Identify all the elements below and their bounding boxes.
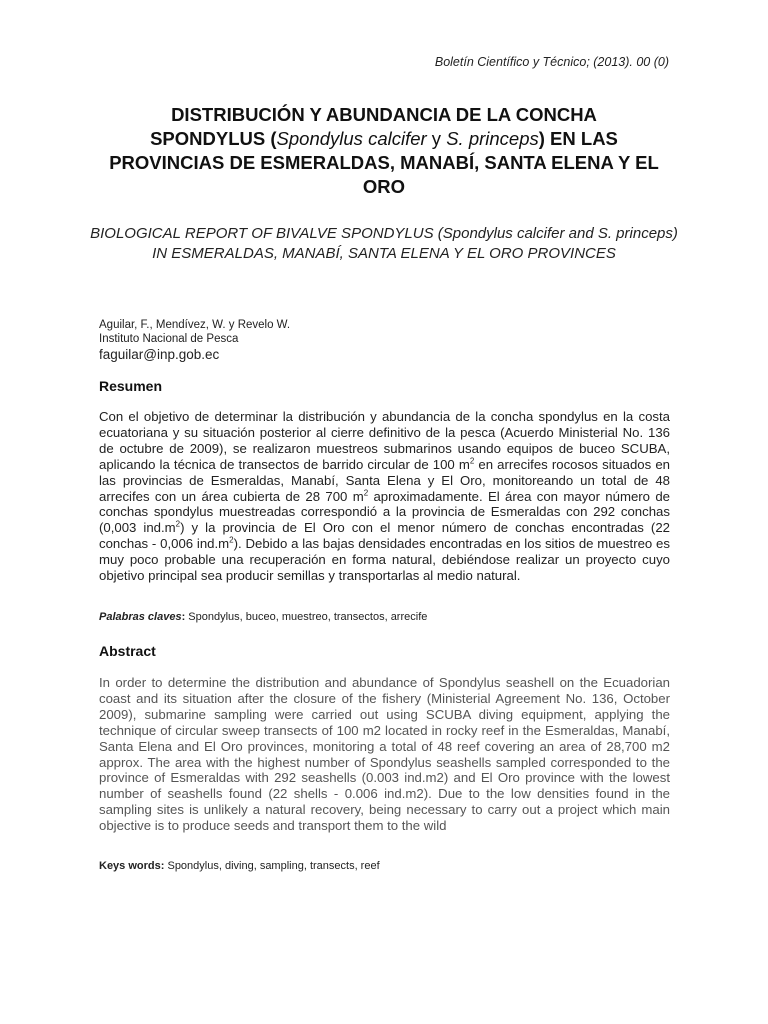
title-part-b: ) EN LAS PROVINCIAS DE ESMERALDAS, MANABÍ, SANTA ELENA Y EL ORO [109,128,659,197]
abstract-heading: Abstract [99,643,156,659]
resumen-heading: Resumen [99,378,163,394]
superscript: 2 [175,519,181,529]
abstract-paragraph: In order to determine the distribution and abundance of Spondylus seashell on the Ecuadorian coast and its situation after the closure of the fishery (Ministerial Agreement No. 136, October 2009), submarine sampling were carried out using SCUBA diving equipment, applying the technique of circular sweep transects of 100 m2 located in rocky reef in the Esmeraldas, Manabí, Santa Elena and El Oro provinces, monitoring a total of 48 reef covering an area of 28,700 m2 approx. The area with the highest number of Spondylus seashells sampled corresponded to the province of Esmeraldas with 292 seashells (0.003 ind.m2) and El Oro province with the lowest number of seashells found (22 shells - 0.006 ind.m2). Due to the low densities found in the sampling sites is unlikely a natural recovery, being necessary to carry out a project which main objective is to produce seeds and transport them to the wild [99,675,670,834]
author-block [99,318,290,363]
journal-header: Boletín Científico y Técnico; (2013). 00 (0) [434,55,669,69]
english-title: BIOLOGICAL REPORT OF BIVALVE SPONDYLUS (Spondylus calcifer and S. princeps) IN ESMERALDAS, MANABÍ, SANTA ELENA Y EL ORO PROVINCES [90,225,678,262]
palabras-colon: : [181,611,186,623]
title-conjunction: y [426,128,447,149]
palabras-label: Palabras claves [99,611,182,623]
palabras-claves [99,611,427,623]
palabras-text: Spondylus, buceo, muestreo, transectos, arrecife [185,611,428,623]
keywords-text: Spondylus, diving, sampling, transects, reef [164,860,380,872]
resumen-text-5: ). Debido a las bajas densidades encontradas en los sitios de muestreo es muy poco probable una recuperación en forma natural, debiéndose realizar un proyecto cuyo objetivo principal sea producir semillas y transportarlas al medio natural. [99,536,670,584]
author-email[interactable]: faguilar@inp.gob.ec [99,347,220,362]
keywords [99,860,380,872]
paper-title [90,103,678,199]
resumen-text-4: ) y la provincia de El Oro con el menor número de conchas encontradas (22 conchas - 0,006 ind.m [99,520,670,552]
superscript: 2 [363,488,369,498]
resumen-text-2: en arrecifes rocosos situados en las provincias de Esmeraldas, Manabí, Santa Elena y El Oro, monitoreando un total de 48 arrecifes con un área cubierta de 28 700 m [99,456,670,504]
resumen-paragraph [99,409,670,584]
keywords-label: Keys words: [99,860,165,872]
title-line1: DISTRIBUCIÓN Y ABUNDANCIA DE LA CONCHA [171,104,597,125]
title-part-a: SPONDYLUS ( [150,128,277,149]
author-institution: Instituto Nacional de Pesca [99,333,239,345]
superscript: 2 [469,456,475,466]
author-names: Aguilar, F., Mendívez, W. y Revelo W. [99,319,291,331]
title-species-2: S. princeps [446,128,539,149]
resumen-text-1: Con el objetivo de determinar la distribución y abundancia de la concha spondylus en la costa ecuatoriana y su situación posterior al cierre definitivo de la pesca (Acuerdo Ministerial No. 136 de octubre de 2009), se realizaron muestreos submarinos usando equipos de buceo SCUBA, aplicando la técnica de transectos de barrido circular de 100 m [99,409,670,472]
title-species-1: Spondylus calcifer [276,128,427,149]
resumen-text-3: aproximadamente. El área con mayor número de conchas spondylus muestreadas correspondió a la provincia de Esmeraldas con 292 conchas (0,003 ind.m [99,488,670,536]
superscript: 2 [229,535,234,545]
